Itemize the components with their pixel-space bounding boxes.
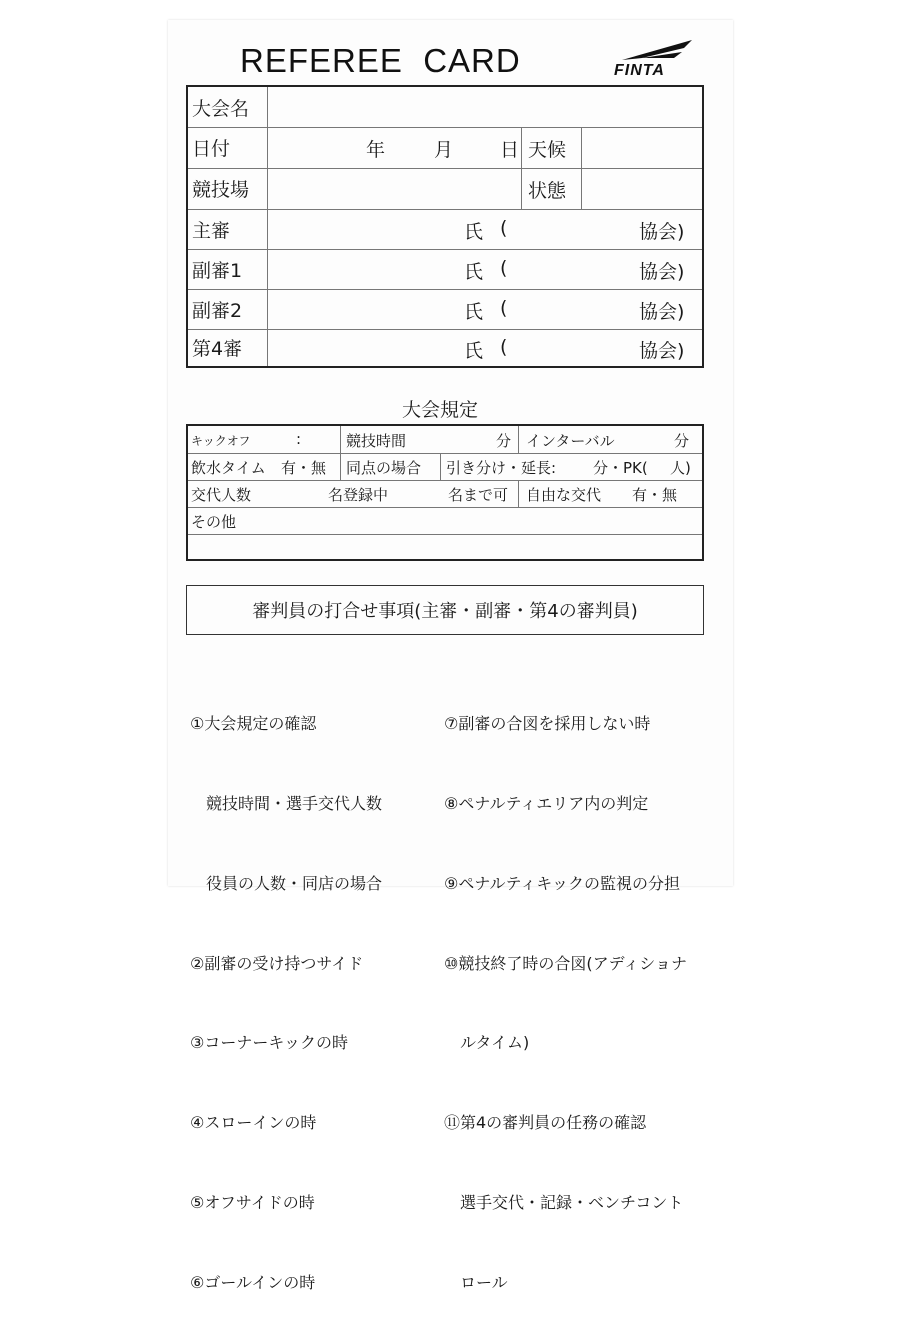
assoc-text: 協会) (639, 261, 685, 283)
list-item: 役員の人数・同店の場合 (190, 873, 383, 893)
tie-min: 分・PK( (593, 459, 648, 477)
list-item: ⑥ゴールインの時 (190, 1272, 316, 1292)
kickoff-sep: : (296, 430, 302, 448)
briefing-left-list (190, 658, 382, 1323)
match-info-table (186, 85, 704, 368)
free-sub-option: 有・無 (632, 486, 678, 504)
minutes-label: 分 (674, 432, 690, 450)
subs-upto: 名まで可 (448, 486, 509, 504)
weather-label: 天候 (528, 139, 567, 161)
list-item: ⑪第4の審判員の任務の確認 (444, 1113, 647, 1133)
label-assistant1: 副審1 (188, 249, 268, 289)
briefing-title: 審判員の打合せ事項(主審・副審・第4の審判員) (252, 601, 638, 622)
list-item: ②副審の受け持つサイド (190, 953, 364, 973)
assoc-text: 協会) (639, 301, 685, 323)
row-tournament (188, 87, 702, 128)
tie-people: 人) (670, 459, 691, 477)
rules-row-1 (188, 426, 702, 454)
list-item: ⑨ペナルティキックの監視の分担 (444, 873, 680, 893)
list-item: ⑦副審の合図を採用しない時 (444, 714, 651, 734)
water-option: 有・無 (281, 459, 327, 477)
briefing-title-box (186, 585, 704, 635)
subs-label: 交代人数 (191, 486, 252, 504)
suffix-text: 氏 (464, 261, 484, 283)
row-venue (188, 168, 702, 210)
list-item: ロール (444, 1272, 508, 1292)
card-title: REFEREE CARD (240, 42, 521, 79)
list-item: ルタイム) (444, 1033, 530, 1053)
label-date: 日付 (188, 127, 268, 168)
paren-text: ( (500, 257, 508, 279)
list-item: 競技時間・選手交代人数 (190, 793, 383, 813)
list-item: ⑤オフサイドの時 (190, 1192, 315, 1212)
label-venue: 競技場 (188, 168, 268, 209)
list-item: ④スローインの時 (190, 1113, 317, 1133)
other-label: その他 (191, 513, 237, 531)
row-assistant2 (188, 289, 702, 330)
suffix-text: 氏 (464, 221, 484, 243)
list-item: ①大会規定の確認 (190, 714, 317, 734)
list-item: ③コーナーキックの時 (190, 1033, 349, 1053)
label-fourth: 第4審 (188, 329, 268, 366)
rules-table (186, 424, 704, 561)
rules-row-2 (188, 453, 702, 481)
briefing-right-list (444, 658, 687, 1323)
list-item: 選手交代・記録・ベンチコント (444, 1192, 684, 1212)
day-label: 日 (500, 139, 520, 161)
row-date (188, 127, 702, 169)
kickoff-label: キックオフ (191, 434, 251, 448)
paren-text: ( (500, 297, 508, 319)
row-fourth (188, 329, 702, 366)
subs-registered: 名登録中 (328, 486, 389, 504)
paren-text: ( (500, 217, 508, 239)
suffix-text: 氏 (464, 301, 484, 323)
tie-value: 引き分け・延長: (446, 459, 557, 477)
year-label: 年 (366, 139, 386, 161)
rules-title: 大会規定 (402, 399, 479, 421)
row-referee (188, 209, 702, 250)
label-assistant2: 副審2 (188, 289, 268, 329)
brand-name: FINTA (614, 62, 665, 79)
paren-text: ( (500, 336, 508, 358)
water-label: 飲水タイム (191, 459, 266, 477)
free-sub-label: 自由な交代 (526, 486, 602, 504)
match-time-label: 競技時間 (346, 432, 407, 450)
minutes-label: 分 (496, 432, 512, 450)
month-label: 月 (434, 139, 454, 161)
label-tournament: 大会名 (188, 87, 268, 127)
rules-row-4 (188, 507, 702, 535)
condition-label: 状態 (528, 180, 567, 202)
tie-label: 同点の場合 (346, 459, 422, 477)
assoc-text: 協会) (639, 221, 685, 243)
label-referee: 主審 (188, 209, 268, 249)
list-item: ⑧ペナルティエリア内の判定 (444, 793, 649, 813)
interval-label: インターバル (526, 432, 615, 450)
suffix-text: 氏 (464, 340, 484, 362)
list-item: ⑩競技終了時の合図(アディショナ (444, 953, 687, 973)
row-assistant1 (188, 249, 702, 290)
rules-row-3 (188, 480, 702, 508)
assoc-text: 協会) (639, 340, 685, 362)
